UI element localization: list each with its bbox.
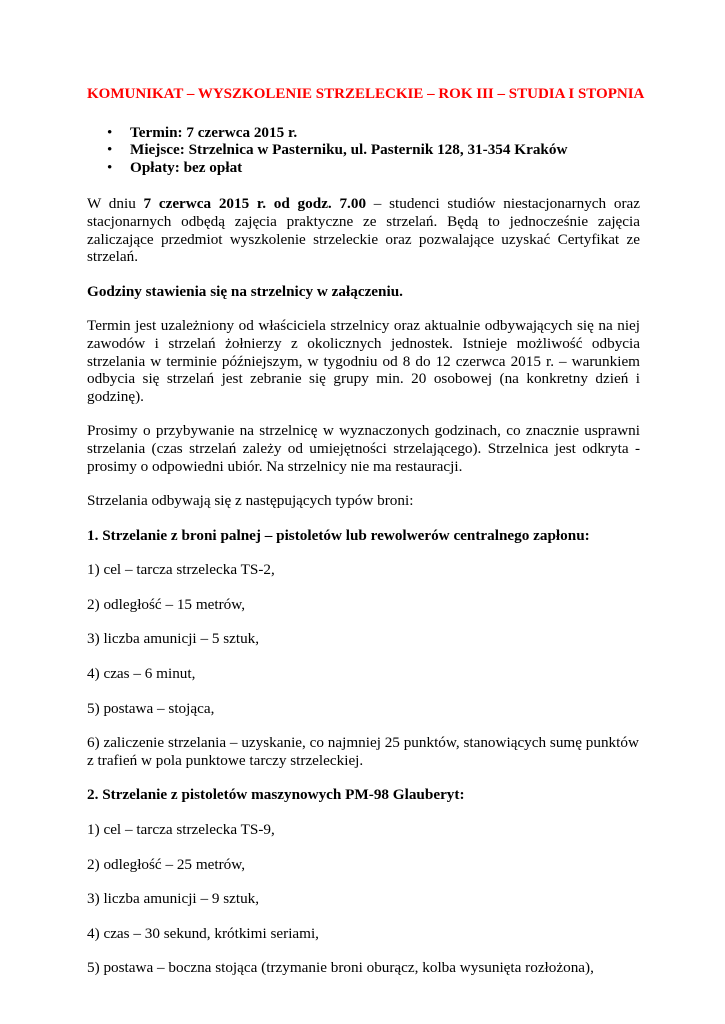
intro-rest: – studenci studiów niestacjonarnych oraz stacjonarnych odbędą zajęcia praktyczne ze strzelań. Będą to jednocześnie zajęcia zaliczające przedmiot wyszkolenie strzeleckie oraz pozwalające uzyskać Certyfikat ze strzelań. xyxy=(87,195,641,266)
section1-heading: 1. Strzelanie z broni palnej – pistoletów lub rewolwerów centralnego zapłonu: xyxy=(87,526,590,544)
intro-paragraph xyxy=(87,195,640,265)
info-location-text: Miejsce: Strzelnica w Pasterniku, ul. Pasternik 128, 31-354 Kraków xyxy=(130,141,568,159)
weapons-intro: Strzelania odbywają się z następujących typów broni: xyxy=(87,492,414,510)
section1-item: 1) cel – tarcza strzelecka TS-2, xyxy=(87,561,275,579)
info-item-location xyxy=(87,141,640,159)
bullet-icon: • xyxy=(107,123,113,141)
section1-item: 4) czas – 6 minut, xyxy=(87,665,196,683)
section1-item: 6) zaliczenie strzelania – uzyskanie, co najmniej 25 punktów, stanowiących sumę punktów z trafień w pola punktowe tarczy strzeleckiej. xyxy=(87,734,639,769)
section2-item: 3) liczba amunicji – 9 sztuk, xyxy=(87,890,260,908)
bullet-icon: • xyxy=(107,141,113,159)
hours-note: Godziny stawienia się na strzelnicy w załączeniu. xyxy=(87,282,403,300)
section2-item: 1) cel – tarcza strzelecka TS-9, xyxy=(87,821,275,839)
section2-item: 2) odległość – 25 metrów, xyxy=(87,855,246,873)
bullet-icon: • xyxy=(107,158,113,176)
document-page xyxy=(87,86,645,994)
info-fees-text: Opłaty: bez opłat xyxy=(130,158,243,176)
section1-list xyxy=(87,561,640,769)
info-item-date xyxy=(87,124,640,142)
info-list xyxy=(87,124,640,177)
section1-item: 5) postawa – stojąca, xyxy=(87,699,215,717)
section2-heading: 2. Strzelanie z pistoletów maszynowych PM-98 Glauberyt: xyxy=(87,786,465,804)
section2-list xyxy=(87,821,640,977)
request-paragraph: Prosimy o przybywanie na strzelnicę w wyznaczonych godzinach, co znacznie usprawni strzelania (czas strzelań zależy od umiejętności strzelającego). Strzelnica jest odkryta - prosimy o odpowiedni ubiór. Na strzelnicy nie ma restauracji. xyxy=(87,422,640,475)
section1-item: 3) liczba amunicji – 5 sztuk, xyxy=(87,630,260,648)
document-title: KOMUNIKAT – WYSZKOLENIE STRZELECKIE – ROK III – STUDIA I STOPNIA xyxy=(87,86,645,102)
info-item-fees xyxy=(87,159,640,177)
section1-item: 2) odległość – 15 metrów, xyxy=(87,595,246,613)
term-paragraph: Termin jest uzależniony od właściciela strzelnicy oraz aktualnie odbywających się na niej zawodów i strzelań żołnierzy z okolicznych jednostek. Istnieje możliwość odbycia strzelania w terminie późniejszym, w tygodniu od 8 do 12 czerwca 2015 r. – warunkiem odbycia się strzelań jest zebranie się grupy min. 20 osobowej (na konkretny dzień i godzinę). xyxy=(87,317,640,405)
section2-item: 4) czas – 30 sekund, krótkimi seriami, xyxy=(87,924,319,942)
info-date-text: Termin: 7 czerwca 2015 r. xyxy=(130,123,298,141)
intro-date-bold: 7 czerwca 2015 r. od godz. 7.00 xyxy=(143,195,367,213)
section2-item: 5) postawa – boczna stojąca (trzymanie broni oburącz, kolba wysunięta rozłożona), xyxy=(87,959,594,977)
intro-prefix: W dniu xyxy=(87,195,144,213)
